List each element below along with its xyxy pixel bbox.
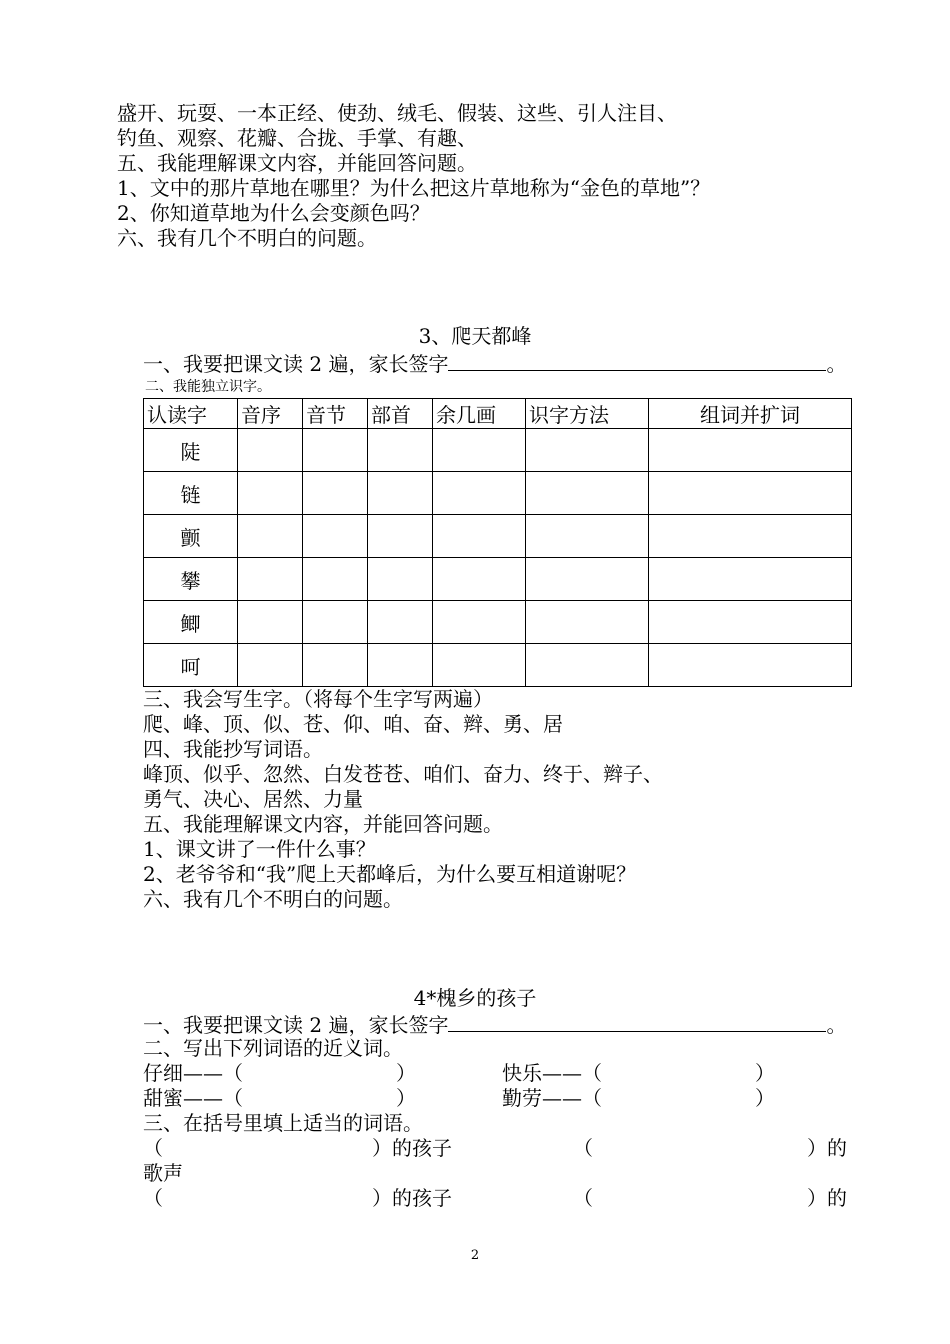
question-1: 1、文中的那片草地在哪里？为什么把这片草地称为“金色的草地”？ xyxy=(117,176,711,200)
blank-cell[interactable] xyxy=(368,558,433,601)
table-header: 音序 xyxy=(238,399,303,429)
copy-words-line-2: 勇气、决心、居然、力量 xyxy=(143,787,363,811)
fill-suffix: ）的孩子 xyxy=(372,1186,452,1210)
synonym-item xyxy=(143,1061,416,1085)
table-header: 音节 xyxy=(303,399,368,429)
blank-cell[interactable] xyxy=(433,644,526,687)
period: 。 xyxy=(826,1013,847,1037)
table-header: 组词并扩词 xyxy=(649,399,852,429)
table-row xyxy=(144,558,852,601)
section-5-heading: 五、我能理解课文内容，并能回答问题。 xyxy=(117,151,477,175)
fill-open-paren: （ xyxy=(143,1186,163,1210)
period: 。 xyxy=(826,352,847,376)
section-6-heading: 六、我有几个不明白的问题。 xyxy=(143,887,403,911)
question-2: 2、你知道草地为什么会变颜色吗？ xyxy=(117,201,430,225)
read-instruction: 一、我要把课文读 2 遍，家长签字 xyxy=(143,352,449,376)
fill-open-paren: （ xyxy=(573,1186,593,1210)
blank-cell[interactable] xyxy=(303,558,368,601)
read-instruction: 一、我要把课文读 2 遍，家长签字 xyxy=(143,1013,449,1037)
blank-cell[interactable] xyxy=(526,558,649,601)
blank-cell[interactable] xyxy=(649,601,852,644)
table-header-row xyxy=(144,399,852,429)
blank-cell[interactable] xyxy=(238,558,303,601)
close-paren: ） xyxy=(755,1086,775,1110)
blank-cell[interactable] xyxy=(238,472,303,515)
blank-cell[interactable] xyxy=(368,472,433,515)
synonym-item xyxy=(143,1086,416,1110)
blank-cell[interactable] xyxy=(526,472,649,515)
table-row xyxy=(144,644,852,687)
page-number: 2 xyxy=(470,1248,480,1263)
table-row xyxy=(144,601,852,644)
synonym-word: 勤劳——（ xyxy=(502,1086,602,1110)
blank-cell[interactable] xyxy=(238,644,303,687)
blank-cell[interactable] xyxy=(238,515,303,558)
synonym-item xyxy=(502,1061,775,1085)
blank-cell[interactable] xyxy=(649,472,852,515)
section-4-heading: 四、我能抄写词语。 xyxy=(143,737,323,761)
word-list-line-2: 钓鱼、观察、花瓣、合拢、手掌、有趣、 xyxy=(117,126,477,150)
fill-suffix: ）的 xyxy=(807,1136,847,1160)
blank-cell[interactable] xyxy=(649,515,852,558)
character-cell: 颤 xyxy=(144,515,238,558)
signature-line[interactable] xyxy=(448,350,826,371)
blank-cell[interactable] xyxy=(433,472,526,515)
blank-cell[interactable] xyxy=(433,429,526,472)
close-paren: ） xyxy=(396,1061,416,1085)
blank-cell[interactable] xyxy=(433,558,526,601)
blank-cell[interactable] xyxy=(526,601,649,644)
character-cell: 链 xyxy=(144,472,238,515)
blank-cell[interactable] xyxy=(303,515,368,558)
question-1: 1、课文讲了一件什么事？ xyxy=(143,837,376,861)
blank-cell[interactable] xyxy=(303,644,368,687)
blank-cell[interactable] xyxy=(433,515,526,558)
table-row xyxy=(144,472,852,515)
close-paren: ） xyxy=(396,1086,416,1110)
blank-cell[interactable] xyxy=(368,429,433,472)
blank-cell[interactable] xyxy=(526,644,649,687)
close-paren: ） xyxy=(755,1061,775,1085)
blank-cell[interactable] xyxy=(238,429,303,472)
new-characters: 爬、峰、顶、似、苍、仰、咱、奋、辫、勇、居 xyxy=(143,712,563,736)
synonym-word: 仔细——（ xyxy=(143,1061,243,1085)
blank-cell[interactable] xyxy=(433,601,526,644)
section-2-heading: 二、写出下列词语的近义词。 xyxy=(143,1036,403,1060)
blank-cell[interactable] xyxy=(238,601,303,644)
character-table xyxy=(143,398,852,687)
blank-cell[interactable] xyxy=(526,515,649,558)
blank-cell[interactable] xyxy=(368,601,433,644)
fill-suffix: ）的 xyxy=(807,1186,847,1210)
table-row xyxy=(144,515,852,558)
blank-cell[interactable] xyxy=(649,558,852,601)
synonym-word: 快乐——（ xyxy=(502,1061,602,1085)
blank-cell[interactable] xyxy=(303,601,368,644)
fill-open-paren: （ xyxy=(573,1136,593,1160)
lesson-4-title: 4*槐乡的孩子 xyxy=(413,986,537,1010)
lesson-3-read-signature xyxy=(143,350,846,376)
blank-cell[interactable] xyxy=(303,472,368,515)
table-header: 部首 xyxy=(368,399,433,429)
blank-cell[interactable] xyxy=(649,644,852,687)
fill-wrap-text: 歌声 xyxy=(143,1161,183,1185)
table-header: 余几画 xyxy=(433,399,526,429)
fill-suffix: ）的孩子 xyxy=(372,1136,452,1160)
character-cell: 陡 xyxy=(144,429,238,472)
blank-cell[interactable] xyxy=(368,515,433,558)
signature-line[interactable] xyxy=(448,1011,826,1032)
table-header: 认读字 xyxy=(144,399,238,429)
section-5-heading: 五、我能理解课文内容，并能回答问题。 xyxy=(143,812,503,836)
character-cell: 呵 xyxy=(144,644,238,687)
copy-words-line-1: 峰顶、似乎、忽然、白发苍苍、咱们、奋力、终于、辫子、 xyxy=(143,762,663,786)
fill-open-paren: （ xyxy=(143,1136,163,1160)
synonym-item xyxy=(502,1086,775,1110)
character-cell: 攀 xyxy=(144,558,238,601)
synonym-word: 甜蜜——（ xyxy=(143,1086,243,1110)
table-row xyxy=(144,429,852,472)
section-2-heading: 二、我能独立识字。 xyxy=(145,379,271,395)
section-6-heading: 六、我有几个不明白的问题。 xyxy=(117,226,377,250)
section-3-heading: 三、我会写生字。（将每个生字写两遍） xyxy=(143,687,493,711)
lesson-3-title: 3、爬天都峰 xyxy=(418,324,532,348)
blank-cell[interactable] xyxy=(303,429,368,472)
blank-cell[interactable] xyxy=(649,429,852,472)
table-header: 识字方法 xyxy=(526,399,649,429)
blank-cell[interactable] xyxy=(526,429,649,472)
section-3-heading: 三、在括号里填上适当的词语。 xyxy=(143,1111,423,1135)
question-2: 2、老爷爷和“我”爬上天都峰后，为什么要互相道谢呢？ xyxy=(143,862,637,886)
character-cell: 鲫 xyxy=(144,601,238,644)
word-list-line-1: 盛开、玩耍、一本正经、使劲、绒毛、假装、这些、引人注目、 xyxy=(117,101,677,125)
lesson-4-read-signature xyxy=(143,1011,846,1037)
blank-cell[interactable] xyxy=(368,644,433,687)
